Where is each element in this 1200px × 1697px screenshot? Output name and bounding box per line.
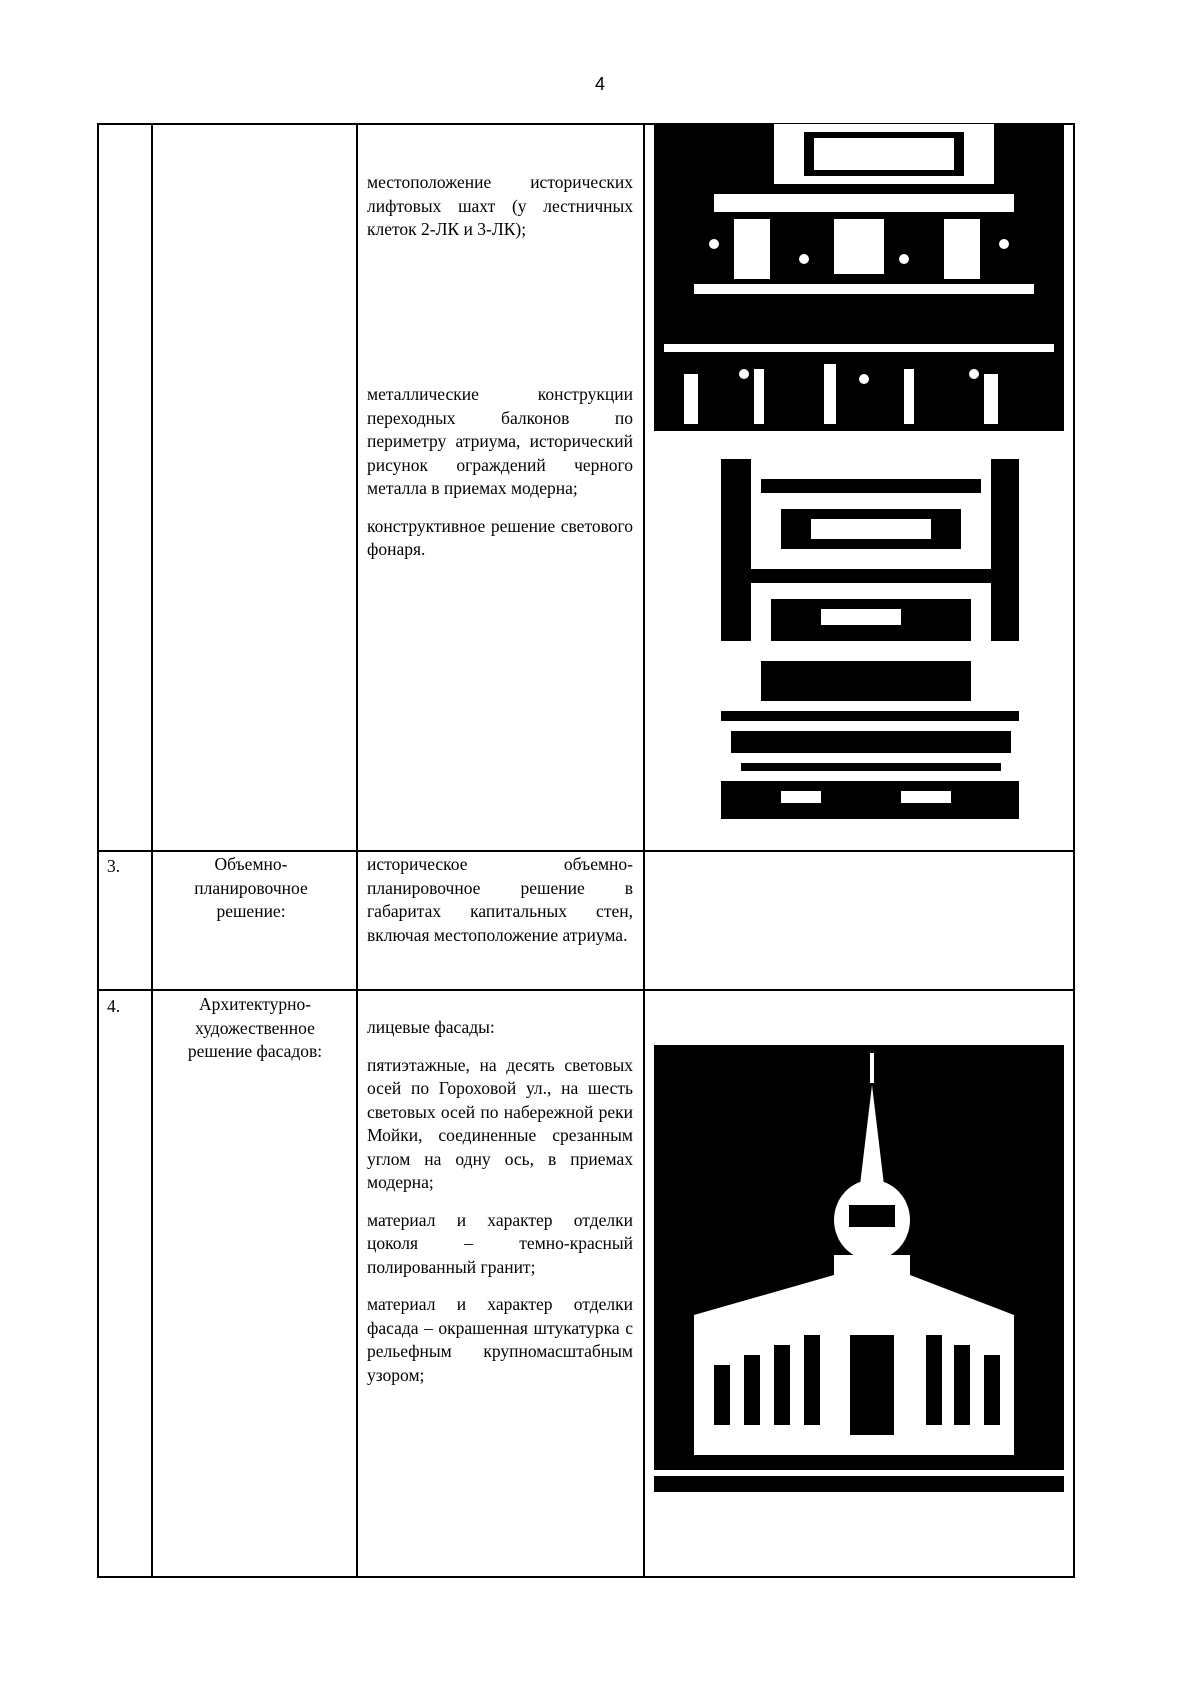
row4-item-facades: лицевые фасады: [367,1017,495,1037]
table-border-right [1073,123,1075,1578]
row3-title: Объемно-планировочное решение: [194,854,308,921]
row4-item-axes: пятиэтажные, на десять световых осей по Гороховой ул., на шесть световых осей по набережной реки Мойки, соединенные срезанным углом на одну ось, в приемах модерна; [367,1054,633,1192]
table-border-bottom [97,1576,1075,1578]
table-border-left [97,123,99,1578]
row-divider [97,850,1075,852]
continued-item-balconies: металлические конструкции переходных балконов по периметру атриума, исторический рисунок ограждений черного металла в приемах модерна; [367,384,633,498]
row3-description: историческое объемно-планировочное решение в габаритах капитальных стен, включая местоположение атриума. [367,854,633,945]
continued-row-description [367,171,633,256]
row4-description [367,1016,633,1401]
continued-item-skylight: конструктивное решение светового фонаря. [367,515,633,559]
atrium-photo-top [654,124,1064,431]
page-number: 4 [594,74,605,94]
row4-number: 4. [107,996,121,1016]
row4-title: Архитектурно-художественное решение фасадов: [187,994,323,1061]
row3-number: 3. [107,856,121,876]
column-divider [643,123,645,1578]
row-divider [97,989,1075,991]
column-divider [356,123,358,1578]
row4-item-plinth: материал и характер отделки цоколя – темно-красный полированный гранит; [367,1209,633,1277]
row4-item-facade-finish: материал и характер отделки фасада – окрашенная штукатурка с рельефным крупномасштабным узором; [367,1294,633,1385]
continued-item-elevator-shafts: местоположение исторических лифтовых шахт (у лестничных клеток 2-ЛК и 3-ЛК); [367,172,633,239]
atrium-photo-middle [721,459,1019,641]
building-facade-photo [654,1045,1064,1492]
column-divider [151,123,153,1578]
atrium-photo-bottom [721,651,1019,819]
continued-row-description-balconies [367,383,633,576]
